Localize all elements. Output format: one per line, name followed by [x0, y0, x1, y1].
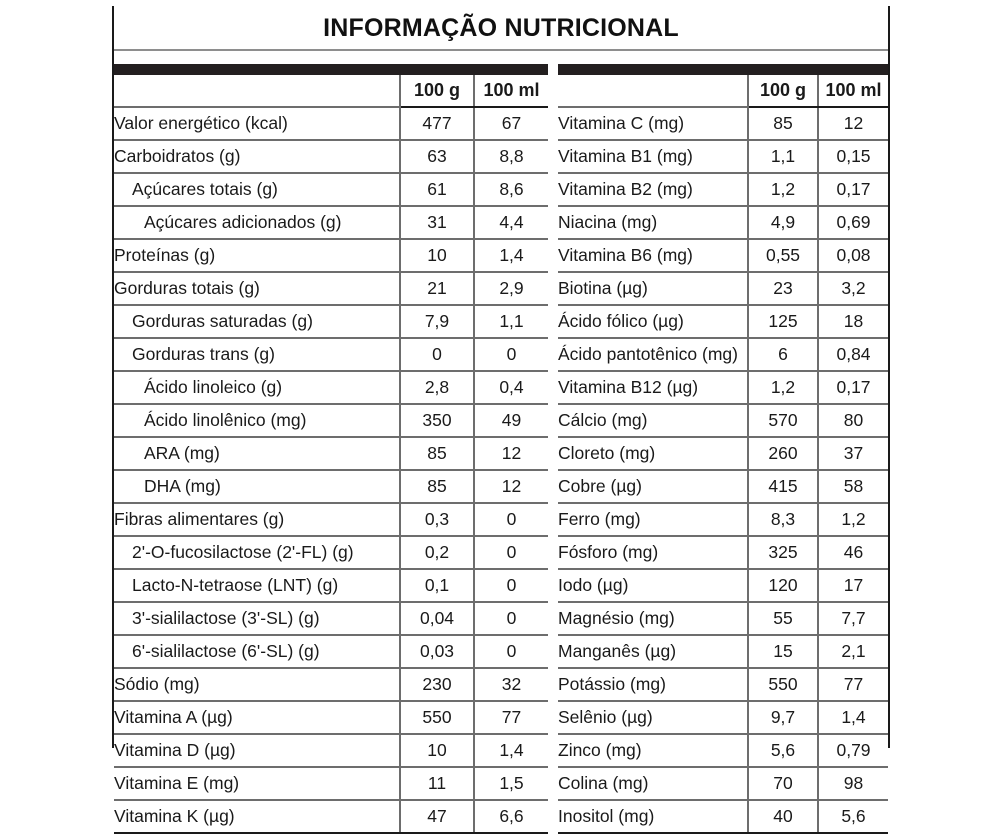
table-row	[558, 437, 888, 470]
table-row	[558, 338, 888, 371]
column-header-nutrient	[558, 75, 748, 107]
nutrient-value-100ml: 12	[474, 470, 548, 503]
table-row	[114, 503, 548, 536]
nutrient-value-100g: 0	[400, 338, 474, 371]
nutrient-name: Vitamina E (mg)	[114, 767, 400, 800]
table-row	[114, 800, 548, 833]
table-row	[114, 107, 548, 140]
nutrient-value-100g: 550	[748, 668, 818, 701]
nutrient-value-100ml: 18	[818, 305, 888, 338]
nutrient-value-100g: 55	[748, 602, 818, 635]
nutrient-value-100ml: 98	[818, 767, 888, 800]
nutrient-value-100g: 260	[748, 437, 818, 470]
nutrient-value-100g: 1,2	[748, 173, 818, 206]
table-row	[114, 437, 548, 470]
table-row	[114, 569, 548, 602]
table-row	[114, 206, 548, 239]
nutrient-value-100ml: 77	[474, 701, 548, 734]
nutrient-name: Vitamina B6 (mg)	[558, 239, 748, 272]
nutrient-value-100g: 1,2	[748, 371, 818, 404]
nutrient-value-100g: 21	[400, 272, 474, 305]
table-row	[558, 206, 888, 239]
table-row	[558, 371, 888, 404]
table-row	[114, 668, 548, 701]
nutrient-value-100ml: 77	[818, 668, 888, 701]
nutrient-name: Sódio (mg)	[114, 668, 400, 701]
table-row	[558, 272, 888, 305]
nutrient-value-100g: 47	[400, 800, 474, 833]
nutrient-value-100ml: 8,6	[474, 173, 548, 206]
nutrient-name: Ferro (mg)	[558, 503, 748, 536]
nutrient-value-100g: 570	[748, 404, 818, 437]
nutrient-value-100ml: 0	[474, 338, 548, 371]
nutrient-value-100g: 85	[400, 437, 474, 470]
table-row	[558, 536, 888, 569]
table-row	[114, 635, 548, 668]
table-row	[114, 734, 548, 767]
nutrient-value-100g: 9,7	[748, 701, 818, 734]
table-row	[114, 470, 548, 503]
nutrient-name: Vitamina B12 (µg)	[558, 371, 748, 404]
nutrient-value-100g: 11	[400, 767, 474, 800]
nutrient-value-100g: 0,1	[400, 569, 474, 602]
nutrient-value-100g: 7,9	[400, 305, 474, 338]
nutrient-name: Vitamina K (µg)	[114, 800, 400, 833]
nutrient-name: Magnésio (mg)	[558, 602, 748, 635]
table-row	[558, 734, 888, 767]
nutrient-value-100ml: 5,6	[818, 800, 888, 833]
nutrient-name: Proteínas (g)	[114, 239, 400, 272]
nutrient-value-100ml: 0,17	[818, 371, 888, 404]
nutrient-value-100g: 0,04	[400, 602, 474, 635]
nutrient-value-100ml: 17	[818, 569, 888, 602]
table-row	[558, 470, 888, 503]
table-row	[114, 371, 548, 404]
nutrient-value-100ml: 32	[474, 668, 548, 701]
table-row	[114, 767, 548, 800]
nutrient-value-100ml: 3,2	[818, 272, 888, 305]
table-row	[558, 140, 888, 173]
nutrient-value-100ml: 12	[474, 437, 548, 470]
table-row	[558, 239, 888, 272]
nutrient-value-100g: 350	[400, 404, 474, 437]
nutrient-value-100ml: 0,4	[474, 371, 548, 404]
table-top-bar-right	[558, 64, 888, 75]
table-row	[114, 404, 548, 437]
nutrient-value-100ml: 0	[474, 503, 548, 536]
nutrient-value-100ml: 0,15	[818, 140, 888, 173]
nutrient-name: Ácido fólico (µg)	[558, 305, 748, 338]
nutrient-value-100g: 85	[400, 470, 474, 503]
nutrient-name: Lacto-N-tetraose (LNT) (g)	[114, 569, 400, 602]
table-row	[114, 701, 548, 734]
nutrient-name: 3'-sialilactose (3'-SL) (g)	[114, 602, 400, 635]
column-header-100ml: 100 ml	[474, 75, 548, 107]
nutrient-name: Vitamina B2 (mg)	[558, 173, 748, 206]
nutrient-name: Gorduras saturadas (g)	[114, 305, 400, 338]
table-row	[558, 767, 888, 800]
nutrient-value-100g: 31	[400, 206, 474, 239]
nutrition-table-left	[114, 64, 548, 834]
nutrient-name: Inositol (mg)	[558, 800, 748, 833]
table-header-row	[558, 75, 888, 107]
nutrient-name: Selênio (µg)	[558, 701, 748, 734]
nutrient-name: DHA (mg)	[114, 470, 400, 503]
nutrient-name: Cloreto (mg)	[558, 437, 748, 470]
nutrient-value-100ml: 0,17	[818, 173, 888, 206]
nutrient-value-100ml: 0	[474, 635, 548, 668]
nutrient-value-100ml: 1,4	[818, 701, 888, 734]
nutrient-value-100g: 0,03	[400, 635, 474, 668]
nutrient-value-100ml: 4,4	[474, 206, 548, 239]
nutrient-value-100g: 0,2	[400, 536, 474, 569]
nutrient-name: Cálcio (mg)	[558, 404, 748, 437]
table-row	[558, 701, 888, 734]
nutrient-value-100ml: 0	[474, 602, 548, 635]
nutrient-value-100ml: 8,8	[474, 140, 548, 173]
table-row	[114, 338, 548, 371]
nutrient-name: Ácido linoleico (g)	[114, 371, 400, 404]
nutrient-value-100ml: 46	[818, 536, 888, 569]
nutrient-name: Vitamina A (µg)	[114, 701, 400, 734]
nutrient-value-100g: 2,8	[400, 371, 474, 404]
table-row	[558, 635, 888, 668]
nutrient-value-100g: 61	[400, 173, 474, 206]
nutrient-value-100g: 230	[400, 668, 474, 701]
table-row	[114, 140, 548, 173]
nutrient-value-100g: 477	[400, 107, 474, 140]
nutrient-value-100ml: 0,08	[818, 239, 888, 272]
nutrient-name: Gorduras totais (g)	[114, 272, 400, 305]
nutrient-value-100g: 1,1	[748, 140, 818, 173]
nutrient-value-100g: 10	[400, 734, 474, 767]
nutrient-value-100g: 10	[400, 239, 474, 272]
nutrient-value-100ml: 7,7	[818, 602, 888, 635]
table-top-bar-left	[114, 64, 548, 75]
table-row	[558, 107, 888, 140]
column-header-100g: 100 g	[748, 75, 818, 107]
nutrient-name: Niacina (mg)	[558, 206, 748, 239]
nutrient-name: Gorduras trans (g)	[114, 338, 400, 371]
page-title: INFORMAÇÃO NUTRICIONAL	[323, 14, 679, 42]
nutrition-table-right	[558, 64, 888, 834]
nutrient-value-100g: 0,55	[748, 239, 818, 272]
nutrient-value-100g: 63	[400, 140, 474, 173]
nutrient-name: Iodo (µg)	[558, 569, 748, 602]
nutrient-value-100ml: 0,84	[818, 338, 888, 371]
nutrient-value-100ml: 2,9	[474, 272, 548, 305]
nutrient-name: Açúcares totais (g)	[114, 173, 400, 206]
nutrient-value-100ml: 0	[474, 536, 548, 569]
table-row	[114, 602, 548, 635]
nutrient-value-100ml: 0	[474, 569, 548, 602]
nutrient-value-100ml: 1,1	[474, 305, 548, 338]
nutrient-name: Ácido pantotênico (mg)	[558, 338, 748, 371]
label-header	[114, 6, 888, 51]
nutrition-tables	[114, 64, 888, 834]
table-row	[114, 239, 548, 272]
nutrient-value-100g: 23	[748, 272, 818, 305]
nutrient-name: Biotina (µg)	[558, 272, 748, 305]
title-divider	[114, 49, 888, 51]
table-row	[114, 305, 548, 338]
table-header-row	[114, 75, 548, 107]
nutrient-value-100ml: 2,1	[818, 635, 888, 668]
nutrient-name: Vitamina C (mg)	[558, 107, 748, 140]
nutrient-value-100ml: 67	[474, 107, 548, 140]
nutrient-name: ARA (mg)	[114, 437, 400, 470]
table-row	[558, 173, 888, 206]
table-body-left	[114, 107, 548, 833]
nutrient-name: 2'-O-fucosilactose (2'-FL) (g)	[114, 536, 400, 569]
nutrient-name: Ácido linolênico (mg)	[114, 404, 400, 437]
nutrient-name: Cobre (µg)	[558, 470, 748, 503]
nutrient-name: Açúcares adicionados (g)	[114, 206, 400, 239]
nutrient-name: Carboidratos (g)	[114, 140, 400, 173]
nutrient-value-100g: 550	[400, 701, 474, 734]
nutrient-value-100g: 120	[748, 569, 818, 602]
table-row	[114, 272, 548, 305]
table-row	[558, 404, 888, 437]
nutrient-name: Colina (mg)	[558, 767, 748, 800]
nutrient-value-100g: 85	[748, 107, 818, 140]
table-row	[558, 668, 888, 701]
column-header-nutrient	[114, 75, 400, 107]
nutrient-value-100ml: 37	[818, 437, 888, 470]
nutrient-value-100ml: 58	[818, 470, 888, 503]
nutrient-name: Fósforo (mg)	[558, 536, 748, 569]
column-header-100ml: 100 ml	[818, 75, 888, 107]
nutrient-name: Valor energético (kcal)	[114, 107, 400, 140]
nutrient-value-100g: 70	[748, 767, 818, 800]
table-row	[558, 602, 888, 635]
nutrient-value-100ml: 1,4	[474, 734, 548, 767]
table-row	[558, 305, 888, 338]
nutrient-name: 6'-sialilactose (6'-SL) (g)	[114, 635, 400, 668]
table-row	[114, 173, 548, 206]
nutrient-value-100g: 4,9	[748, 206, 818, 239]
nutrient-value-100ml: 6,6	[474, 800, 548, 833]
nutrient-value-100g: 15	[748, 635, 818, 668]
table-row	[558, 800, 888, 833]
nutrient-value-100g: 325	[748, 536, 818, 569]
nutrient-name: Fibras alimentares (g)	[114, 503, 400, 536]
table-body-right	[558, 107, 888, 833]
nutrient-value-100ml: 0,69	[818, 206, 888, 239]
column-header-100g: 100 g	[400, 75, 474, 107]
table-row	[114, 536, 548, 569]
nutrient-name: Manganês (µg)	[558, 635, 748, 668]
nutrient-value-100ml: 1,4	[474, 239, 548, 272]
nutrient-value-100g: 40	[748, 800, 818, 833]
nutrient-value-100g: 415	[748, 470, 818, 503]
nutrient-name: Potássio (mg)	[558, 668, 748, 701]
nutrient-value-100g: 0,3	[400, 503, 474, 536]
nutrient-name: Vitamina B1 (mg)	[558, 140, 748, 173]
nutrient-name: Vitamina D (µg)	[114, 734, 400, 767]
nutrient-value-100g: 8,3	[748, 503, 818, 536]
nutrient-value-100g: 5,6	[748, 734, 818, 767]
nutrient-value-100g: 125	[748, 305, 818, 338]
nutrient-name: Zinco (mg)	[558, 734, 748, 767]
nutrient-value-100g: 6	[748, 338, 818, 371]
table-row	[558, 503, 888, 536]
nutrient-value-100ml: 0,79	[818, 734, 888, 767]
nutrient-value-100ml: 80	[818, 404, 888, 437]
nutrient-value-100ml: 1,5	[474, 767, 548, 800]
nutrient-value-100ml: 12	[818, 107, 888, 140]
table-row	[558, 569, 888, 602]
nutrient-value-100ml: 1,2	[818, 503, 888, 536]
nutrient-value-100ml: 49	[474, 404, 548, 437]
